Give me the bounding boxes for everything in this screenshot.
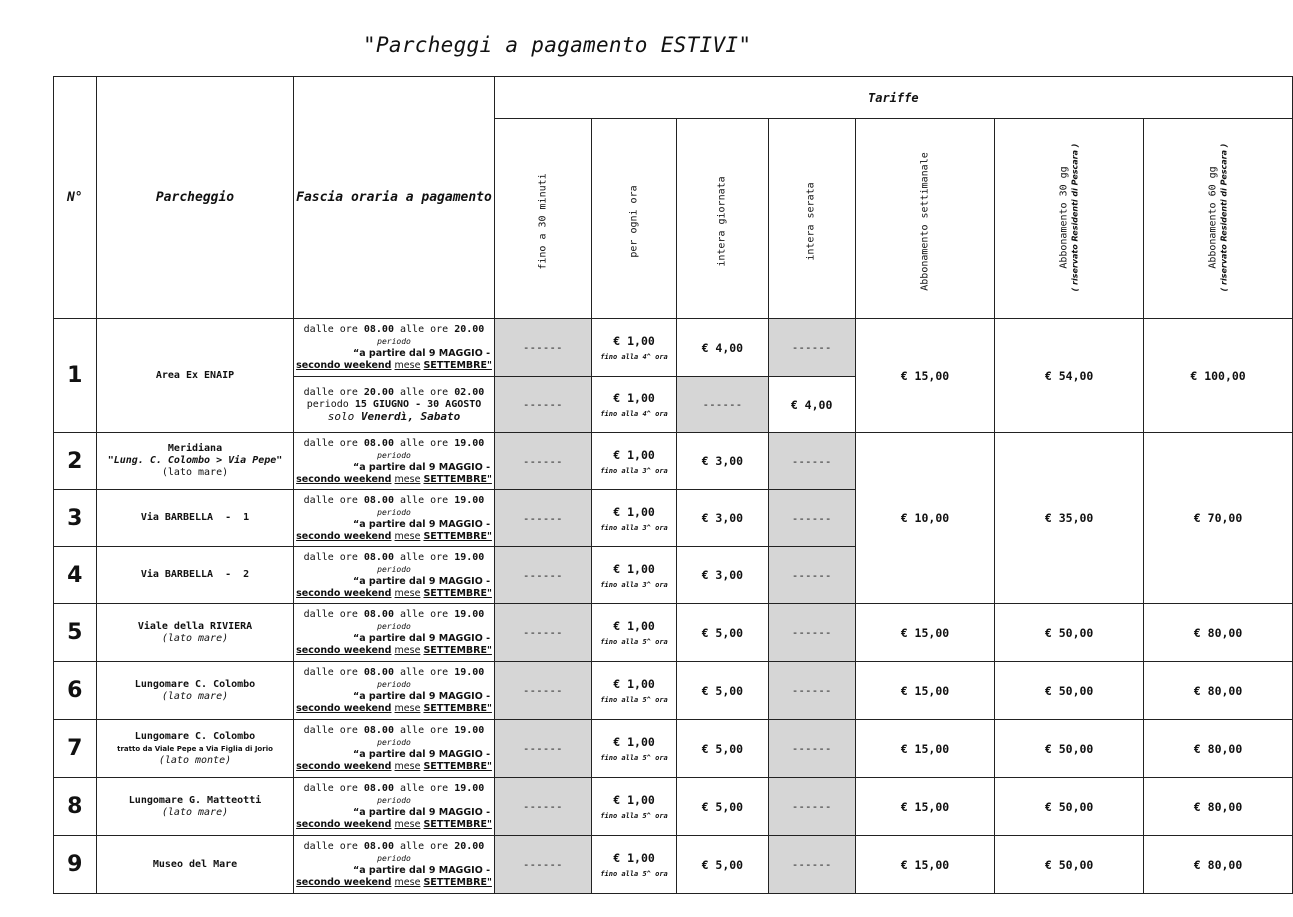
row-number: 5 <box>54 604 97 662</box>
rate-day: ------ <box>677 377 768 433</box>
document-title: "Parcheggi a pagamento ESTIVI" <box>363 33 752 57</box>
rate-30min: ------ <box>494 662 591 720</box>
row-number: 6 <box>54 662 97 720</box>
table-row <box>54 604 1293 662</box>
rate-day: € 5,00 <box>677 778 768 836</box>
rate-60gg: € 80,00 <box>1144 778 1293 836</box>
rate-60gg: € 80,00 <box>1144 720 1293 778</box>
rate-30min: ------ <box>494 778 591 836</box>
rate-weekly: € 15,00 <box>855 662 994 720</box>
rate-hour: € 1,00 fino alla 4^ ora <box>591 377 676 433</box>
rate-30gg: € 50,00 <box>995 720 1144 778</box>
time-band: dalle ore 20.00 alle ore 02.00 periodo 15 GIUGNO - 30 AGOSTO solo Venerdì, Sabato <box>294 377 494 433</box>
time-band: dalle ore 08.00 alle ore 19.00 periodo “a partire dal 9 MAGGIO - secondo weekend mese SETTEMBRE" <box>294 547 494 604</box>
parking-name: Via BARBELLA - 2 <box>96 547 294 604</box>
rate-hour: € 1,00 fino alla 5^ ora <box>591 720 676 778</box>
rate-30min: ------ <box>494 547 591 604</box>
header-abbonamento-settimanale: Abbonamento settimanale <box>855 119 994 319</box>
rate-weekly: € 15,00 <box>855 604 994 662</box>
rate-hour: € 1,00 fino alla 3^ ora <box>591 490 676 547</box>
time-band: dalle ore 08.00 alle ore 19.00 periodo “a partire dal 9 MAGGIO - secondo weekend mese SETTEMBRE" <box>294 604 494 662</box>
rate-day: € 3,00 <box>677 490 768 547</box>
rate-weekly: € 15,00 <box>855 836 994 894</box>
rate-day: € 4,00 <box>677 319 768 377</box>
rate-60gg: € 70,00 <box>1144 433 1293 604</box>
rate-30gg: € 50,00 <box>995 836 1144 894</box>
time-band: dalle ore 08.00 alle ore 20.00 periodo “a partire dal 9 MAGGIO - secondo weekend mese SETTEMBRE" <box>294 319 494 377</box>
rate-30min: ------ <box>494 433 591 490</box>
rate-evening: ------ <box>768 490 855 547</box>
header-fino-30-minuti: fino a 30 minuti <box>494 119 591 319</box>
row-number: 8 <box>54 778 97 836</box>
time-band: dalle ore 08.00 alle ore 19.00 periodo “a partire dal 9 MAGGIO - secondo weekend mese SETTEMBRE" <box>294 720 494 778</box>
parking-name: Area Ex ENAIP <box>96 319 294 433</box>
row-number: 3 <box>54 490 97 547</box>
rate-hour: € 1,00 fino alla 4^ ora <box>591 319 676 377</box>
parking-name: Meridiana "Lung. C. Colombo > Via Pepe" (lato mare) <box>96 433 294 490</box>
parking-name: Via BARBELLA - 1 <box>96 490 294 547</box>
rate-day: € 5,00 <box>677 662 768 720</box>
rate-hour: € 1,00 fino alla 3^ ora <box>591 433 676 490</box>
rate-weekly: € 15,00 <box>855 778 994 836</box>
row-number: 2 <box>54 433 97 490</box>
rate-evening: ------ <box>768 836 855 894</box>
time-band: dalle ore 08.00 alle ore 19.00 periodo “a partire dal 9 MAGGIO - secondo weekend mese SETTEMBRE" <box>294 778 494 836</box>
rate-30gg: € 35,00 <box>995 433 1144 604</box>
rate-weekly: € 10,00 <box>855 433 994 604</box>
time-band: dalle ore 08.00 alle ore 19.00 periodo “a partire dal 9 MAGGIO - secondo weekend mese SETTEMBRE" <box>294 490 494 547</box>
row-number: 4 <box>54 547 97 604</box>
rate-evening: ------ <box>768 319 855 377</box>
header-tariffe: Tariffe <box>494 77 1292 119</box>
header-intera-giornata: intera giornata <box>677 119 768 319</box>
header-parcheggio: Parcheggio <box>96 77 294 319</box>
table-row <box>54 662 1293 720</box>
table-row <box>54 836 1293 894</box>
rate-hour: € 1,00 fino alla 3^ ora <box>591 547 676 604</box>
header-per-ogni-ora: per ogni ora <box>591 119 676 319</box>
rate-day: € 5,00 <box>677 604 768 662</box>
rate-evening: € 4,00 <box>768 377 855 433</box>
rate-60gg: € 80,00 <box>1144 836 1293 894</box>
time-band: dalle ore 08.00 alle ore 20.00 periodo “a partire dal 9 MAGGIO - secondo weekend mese SETTEMBRE" <box>294 836 494 894</box>
parking-name: Lungomare C. Colombo tratto da Viale Pepe a Via Figlia di Jorio (lato monte) <box>96 720 294 778</box>
rate-day: € 3,00 <box>677 433 768 490</box>
rate-weekly: € 15,00 <box>855 720 994 778</box>
row-number: 7 <box>54 720 97 778</box>
parking-name: Lungomare C. Colombo (lato mare) <box>96 662 294 720</box>
parking-name: Museo del Mare <box>96 836 294 894</box>
parking-tariff-table <box>53 76 1293 894</box>
rate-evening: ------ <box>768 662 855 720</box>
parking-name: Lungomare G. Matteotti (lato mare) <box>96 778 294 836</box>
rate-day: € 5,00 <box>677 836 768 894</box>
rate-30min: ------ <box>494 377 591 433</box>
table-row <box>54 720 1293 778</box>
rate-60gg: € 80,00 <box>1144 604 1293 662</box>
rate-hour: € 1,00 fino alla 5^ ora <box>591 778 676 836</box>
rate-30gg: € 50,00 <box>995 662 1144 720</box>
header-intera-serata: intera serata <box>768 119 855 319</box>
row-number: 9 <box>54 836 97 894</box>
rate-evening: ------ <box>768 778 855 836</box>
header-abbonamento-30gg: Abbonamento 30 gg ( riservato Residenti di Pescara ) <box>995 119 1144 319</box>
rate-evening: ------ <box>768 604 855 662</box>
rate-weekly: € 15,00 <box>855 319 994 433</box>
rate-evening: ------ <box>768 547 855 604</box>
parking-name: Viale della RIVIERA (lato mare) <box>96 604 294 662</box>
rate-30min: ------ <box>494 604 591 662</box>
rate-day: € 5,00 <box>677 720 768 778</box>
header-n: N° <box>54 77 97 319</box>
rate-30min: ------ <box>494 490 591 547</box>
rate-60gg: € 100,00 <box>1144 319 1293 433</box>
header-fascia-oraria: Fascia oraria a pagamento <box>294 77 494 319</box>
table-row <box>54 778 1293 836</box>
table-row <box>54 319 1293 377</box>
table-row <box>54 433 1293 490</box>
row-number: 1 <box>54 319 97 433</box>
rate-30gg: € 50,00 <box>995 604 1144 662</box>
rate-hour: € 1,00 fino alla 5^ ora <box>591 836 676 894</box>
rate-day: € 3,00 <box>677 547 768 604</box>
rate-30gg: € 54,00 <box>995 319 1144 433</box>
header-abbonamento-60gg: Abbonamento 60 gg ( riservato Residenti di Pescara ) <box>1144 119 1293 319</box>
rate-hour: € 1,00 fino alla 5^ ora <box>591 662 676 720</box>
rate-30gg: € 50,00 <box>995 778 1144 836</box>
time-band: dalle ore 08.00 alle ore 19.00 periodo “a partire dal 9 MAGGIO - secondo weekend mese SETTEMBRE" <box>294 433 494 490</box>
rate-60gg: € 80,00 <box>1144 662 1293 720</box>
rate-evening: ------ <box>768 720 855 778</box>
time-band: dalle ore 08.00 alle ore 19.00 periodo “a partire dal 9 MAGGIO - secondo weekend mese SETTEMBRE" <box>294 662 494 720</box>
rate-30min: ------ <box>494 319 591 377</box>
rate-30min: ------ <box>494 836 591 894</box>
rate-evening: ------ <box>768 433 855 490</box>
rate-hour: € 1,00 fino alla 5^ ora <box>591 604 676 662</box>
rate-30min: ------ <box>494 720 591 778</box>
